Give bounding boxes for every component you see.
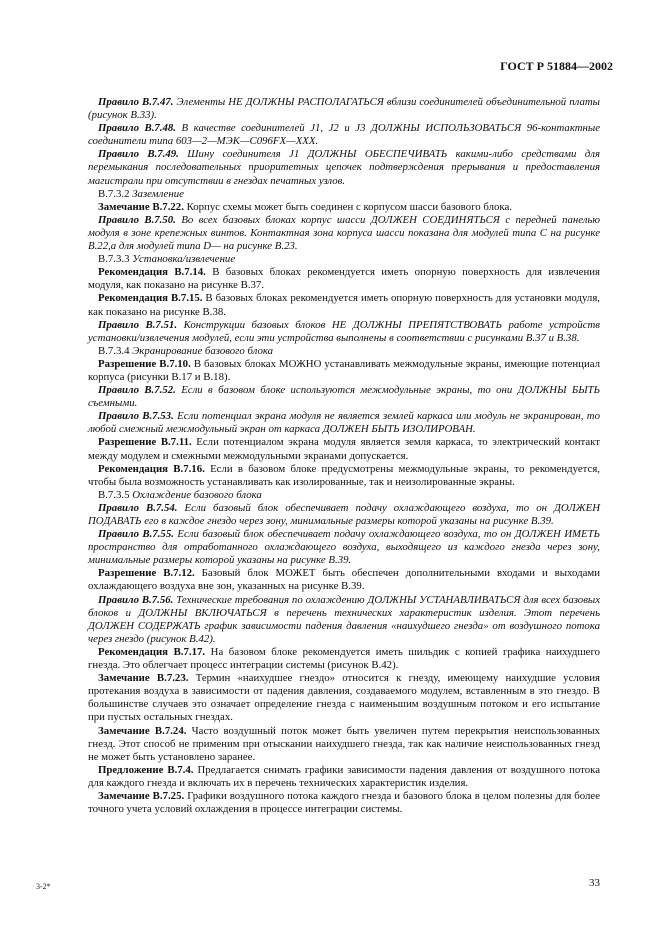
clause-text: Во всех базовых блоках корпус шасси ДОЛЖЕН СОЕДИНЯТЬСЯ с передней панелью модуля в зоне крепежных винтов. Контактная зона корпуса шасси показана для модулей типа С на рисунке В.22,а для модулей типа D— на рисунке В.23.: [88, 213, 600, 253]
clause-label: Правило В.7.51.: [98, 318, 178, 331]
clause-label: Правило В.7.56.: [98, 593, 174, 606]
clause-paragraph: [88, 725, 600, 764]
document-header: ГОСТ Р 51884—2002: [500, 59, 613, 73]
clause-text: Если базовый блок обеспечивает подачу охлаждающего воздуха, то он ДОЛЖЕН ИМЕТЬ пространство для отработанного охлаждающего воздуха, выходящего из каждого гнезда через зону, минимальные размеры которой указаны на рисунке В.39.: [88, 528, 600, 567]
section-heading: [98, 188, 600, 201]
clause-label: Правило В.7.48.: [98, 122, 176, 135]
clause-label: Правило В.7.49.: [98, 148, 179, 161]
clause-text: Если потенциалом экрана модуля является земля каркаса, то электрический контакт между модулем и смежными межмодульными экранами допускается.: [88, 436, 600, 462]
section-number: В.7.3.2: [98, 187, 130, 200]
clause-text: Шину соединителя J1 ДОЛЖНЫ ОБЕСПЕЧИВАТЬ какими-либо средствами для перемыкания последовательных приоритетных цепочек подтверждения прерывания и предоставления магистрали при отсутствии в гнездах печатных узлов.: [88, 148, 600, 187]
clause-paragraph: [88, 436, 600, 462]
clause-paragraph: [88, 463, 600, 489]
section-number: В.7.3.4: [98, 344, 130, 357]
section-heading: [98, 489, 600, 502]
clause-text: В базовых блоках МОЖНО устанавливать межмодульные экраны, имеющие потенциал корпуса (рисунки В.17 и В.18).: [88, 357, 601, 383]
clause-label: Замечание В.7.23.: [98, 672, 189, 685]
clause-text: Часто воздушный поток может быть увеличен путем перекрытия неиспользованных гнезд. Этот способ не применим при отыскании наихудшего гнезда, так как наличие неиспользованных гнезд не может быть установлено заранее.: [88, 724, 601, 763]
clause-label: Рекомендация В.7.15.: [98, 292, 203, 305]
clause-text: Базовый блок МОЖЕТ быть обеспечен дополнительными входами и выходами охлаждающего воздуха вне зон, указанных на рисунке В.39.: [88, 567, 600, 593]
sheet-mark: 3-2*: [36, 882, 51, 891]
clause-label: Правило В.7.47.: [98, 96, 174, 108]
clause-label: Правило В.7.50.: [98, 213, 176, 226]
clause-text: В базовых блоках рекомендуется иметь опорную поверхность для установки модуля, как показано на рисунке В.38.: [88, 292, 600, 318]
clause-paragraph: [88, 266, 600, 292]
clause-paragraph: [88, 502, 600, 528]
clause-paragraph: [88, 122, 600, 148]
clause-paragraph: [88, 292, 600, 318]
clause-paragraph: [88, 358, 600, 384]
clause-label: Правило В.7.53.: [98, 410, 174, 423]
clause-text: Графики воздушного потока каждого гнезда и базового блока в целом полезны для более точного учета условий охлаждения в процессе интеграции системы.: [88, 789, 601, 816]
clause-label: Правило В.7.55.: [98, 528, 174, 541]
clause-text: Термин «наихудшее гнездо» относится к гнезду, имеющему наихудшие условия протекания воздуха в зависимости от падения давления, создаваемого модулем, вставленным в это гнездо. В большинстве случаев это означает определение гнезда с наименьшим воздушным потоком и его испытание при пустых остальных гнездах.: [88, 672, 601, 724]
clause-paragraph: [88, 96, 600, 122]
clause-label: Замечание В.7.25.: [98, 789, 185, 802]
clause-paragraph: [88, 148, 600, 187]
clause-paragraph: [88, 214, 600, 253]
clause-paragraph: [88, 594, 600, 646]
section-heading: [98, 345, 600, 358]
clause-label: Разрешение В.7.10.: [98, 357, 191, 370]
clause-label: Рекомендация В.7.17.: [98, 645, 206, 658]
clause-paragraph: [88, 201, 600, 214]
page-number: 33: [589, 877, 600, 889]
clause-label: Разрешение В.7.11.: [98, 436, 192, 449]
clause-paragraph: [88, 384, 600, 410]
clause-text: Предлагается снимать графики зависимости падения давления от воздушного потока для каждого гнезда и включать их в перечень технических характеристик изделия.: [88, 763, 600, 789]
clause-paragraph: [88, 528, 600, 567]
clause-label: Замечание В.7.24.: [98, 724, 187, 737]
section-number: В.7.3.3: [98, 253, 130, 266]
clause-paragraph: [88, 790, 600, 816]
clause-text: Если в базовом блоке предусмотрены межмодульные экраны, то рекомендуется, чтобы была возможность устанавливать как изолированные, так и неизолированные экраны.: [88, 462, 600, 488]
clause-text: Если потенциал экрана модуля не является землей каркаса или модуль не экранирован, то любой смежный межмодульный экран от каркаса ДОЛЖЕН БЫТЬ ИЗОЛИРОВАН.: [88, 410, 600, 436]
clause-text: Если базовый блок обеспечивает подачу охлаждающего воздуха, то он ДОЛЖЕН ПОДАВАТЬ его в каждое гнездо через зону, минимальные размеры которой указаны на рисунке В.39.: [88, 501, 600, 527]
clause-label: Разрешение В.7.12.: [98, 567, 195, 580]
clause-paragraph: [88, 764, 600, 790]
clause-text: Элементы НЕ ДОЛЖНЫ РАСПОЛАГАТЬСЯ вблизи соединителей объединительной платы (рисунок В.33).: [88, 96, 600, 122]
section-title: Охлаждение базового блока: [132, 488, 262, 501]
clause-label: Замечание В.7.22.: [98, 200, 184, 213]
clause-paragraph: [88, 319, 600, 345]
clause-text: Если в базовом блоке используются межмодульные экраны, то они ДОЛЖНЫ БЫТЬ съемными.: [88, 384, 600, 410]
clause-label: Предложение В.7.4.: [98, 763, 194, 776]
clause-paragraph: [88, 672, 600, 724]
clause-text: Технические требования по охлаждению ДОЛЖНЫ УСТАНАВЛИВАТЬСЯ для всех базовых блоков и ДОЛЖНЫ ВКЛЮЧАТЬСЯ в перечень технических характеристик изделия. Этот перечень ДОЛЖЕН СОДЕРЖАТЬ график зависимости падения давления «наихудшего гнезда» от воздушного потока через гнездо (рисунок В.42).: [88, 593, 600, 645]
clause-text: В базовых блоках рекомендуется иметь опорную поверхность для извлечения модуля, как показано на рисунке В.37.: [88, 266, 600, 292]
section-number: В.7.3.5: [98, 488, 130, 501]
clause-label: Правило В.7.54.: [98, 501, 178, 514]
clause-text: Конструкции базовых блоков НЕ ДОЛЖНЫ ПРЕПЯТСТВОВАТЬ работе устройств установки/извлечения модулей, если эти устройства выполнены в соответствии с рисунками В.37 и В.38.: [88, 318, 600, 344]
section-title: Установка/извлечение: [132, 253, 236, 266]
section-title: Заземление: [132, 187, 184, 200]
clause-label: Правило В.7.52.: [98, 384, 176, 397]
clause-paragraph: [88, 646, 600, 672]
clause-text: На базовом блоке рекомендуется иметь шильдик с копией графика наихудшего гнезда. Это облегчает процесс интеграции системы (рисунок В.42).: [88, 645, 600, 672]
clause-paragraph: [88, 410, 600, 436]
clause-text: Корпус схемы может быть соединен с корпусом шасси базового блока.: [186, 200, 512, 213]
section-title: Экранирование базового блока: [132, 344, 274, 357]
clause-label: Рекомендация В.7.14.: [98, 266, 206, 279]
clause-label: Рекомендация В.7.16.: [98, 462, 205, 475]
clause-text: В качестве соединителей J1, J2 и J3 ДОЛЖНЫ ИСПОЛЬЗОВАТЬСЯ 96-контактные соединители типа 603—2—МЭК—С096FX—XXX.: [88, 122, 600, 148]
clause-paragraph: [88, 567, 600, 593]
document-body: [88, 96, 600, 816]
section-heading: [98, 253, 600, 266]
